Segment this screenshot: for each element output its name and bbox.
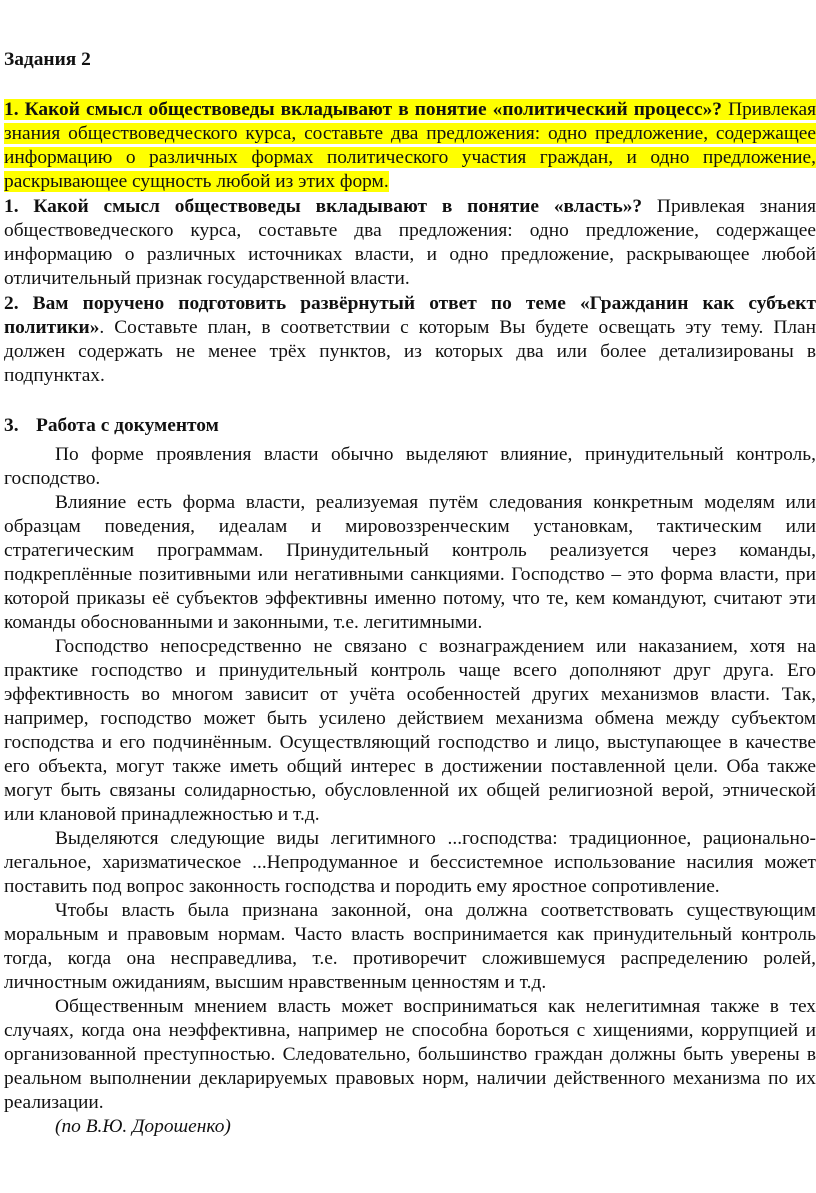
page-title: Задания 2: [4, 49, 91, 70]
section-heading: [4, 414, 219, 438]
document-author-line: [4, 1115, 816, 1139]
document-paragraph: Господство непосредственно не связано с вознаграждением или наказанием, хотя на практике господство и принудительный контроль чаще всего дополняют друг друга. Его эффективность во многом зависит от учёта особенностей других механизмов власти. Так, например, господство может быть усилено действием механизма обмена между субъектом господства и его подчинённым. Осуществляющий господство и лицо, выступающее в качестве его объекта, могут также иметь общий интерес в достижении поставленной цели. Оба также могут быть связаны солидарностью, обусловленной их общей религиозной верой, этнической или клановой принадлежностью и т.д.: [4, 636, 816, 825]
task-question: 1. Какой смысл обществоведы вкладывают в понятие «власть»?: [4, 196, 643, 217]
document-paragraph: Общественным мнением власть может восприниматься как нелегитимная также в тех случаях, когда она неэффективна, например не способна бороться с хищениями, коррупцией и организованной преступностью. Следовательно, большинство граждан должны быть уверены в реальном выполнении декларируемых правовых норм, наличии действенного механизма по их реализации.: [4, 996, 816, 1113]
document-paragraph: По форме проявления власти обычно выделяют влияние, принудительный контроль, господство.: [4, 444, 816, 489]
document-paragraph: Выделяются следующие виды легитимного ...господства: традиционное, рационально-легальное, харизматическое ...Непродуманное и бессистемное использование насилия может поставить под вопрос законность господства и породить ему яростное сопротивление.: [4, 828, 816, 897]
task-question: 2. Вам поручено подготовить развёрнутый ответ по теме «Гражданин как субъект политики»: [4, 293, 816, 338]
task-question: 1. Какой смысл обществоведы вкладывают в понятие «политический процесс»?: [4, 99, 722, 120]
task-instruction: Привлекая знания обществоведческого курса, составьте два предложения: одно предложение, содержащее информацию о различных формах политического участия граждан, и одно предложение, раскрывающее сущность любой из этих форм.: [4, 99, 816, 192]
document-paragraph: Влияние есть форма власти, реализуемая путём следования конкретным моделям или образцам поведения, идеалам и мировоззренческим установкам, тактическим или стратегическим программам. Принудительный контроль реализуется через команды, подкреплённые позитивными или негативными санкциями. Господство – это форма власти, при которой приказы её субъектов эффективны именно потому, что те, кем командуют, считают эти команды обоснованными и законными, т.е. легитимными.: [4, 492, 816, 633]
task-instruction: Привлекая знания обществоведческого курса, составьте два предложения: одно предложение, содержащее информацию о различных источниках власти, и одно предложение, раскрывающее любой отличительный признак государственной власти.: [4, 196, 816, 289]
task-political-process: [4, 98, 816, 194]
section-number: 3.: [4, 415, 19, 436]
document-paragraph: Чтобы власть была признана законной, она должна соответствовать существующим моральным и правовым нормам. Часто власть воспринимается как принудительный контроль тогда, когда она несправедлива, т.е. противоречит сложившемуся распределению ролей, личностным ожиданиям, высшим нравственным ценностям и т.д.: [4, 900, 816, 993]
task-citizen-plan: [4, 292, 816, 388]
section-title: Работа с документом: [36, 415, 219, 436]
highlighted-text: [4, 99, 816, 192]
task-power: [4, 195, 816, 291]
document-author: (по В.Ю. Дорошенко): [55, 1116, 231, 1137]
task-instruction: . Составьте план, в соответствии с которым Вы будете освещать эту тему. План должен содержать не менее трёх пунктов, из которых два или более детализированы в подпунктах.: [4, 317, 816, 386]
document-text: [4, 443, 816, 1139]
